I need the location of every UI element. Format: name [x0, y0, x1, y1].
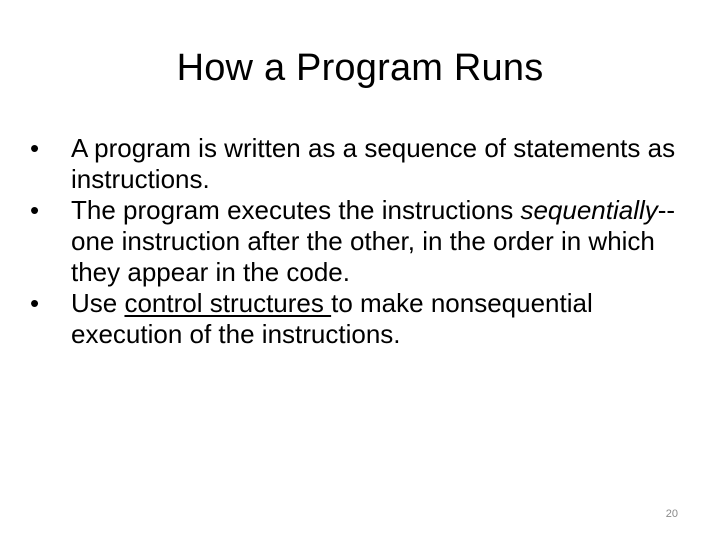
underlined-term: control structures	[124, 288, 332, 318]
bullet-text-suffix: --one instruction after the other, in the order in which they appear in the code.	[71, 195, 676, 287]
bullet-marker: •	[30, 133, 40, 163]
bullet-item	[30, 288, 690, 350]
bullet-text-prefix: The program executes the instructions	[71, 195, 521, 225]
bullet-list	[30, 133, 690, 350]
bullet-text-prefix: Use	[71, 288, 125, 318]
slide-title: How a Program Runs	[176, 47, 544, 89]
bullet-item	[30, 133, 690, 195]
bullet-marker: •	[30, 288, 40, 318]
page-number: 20	[665, 508, 678, 520]
bullet-item	[30, 195, 690, 288]
bullet-text-suffix: to make nonsequential execution of the instructions.	[71, 288, 593, 349]
bullet-emphasis: sequentially	[520, 195, 658, 225]
bullet-text: A program is written as a sequence of statements as instructions.	[71, 133, 676, 194]
bullet-marker: •	[30, 195, 40, 225]
